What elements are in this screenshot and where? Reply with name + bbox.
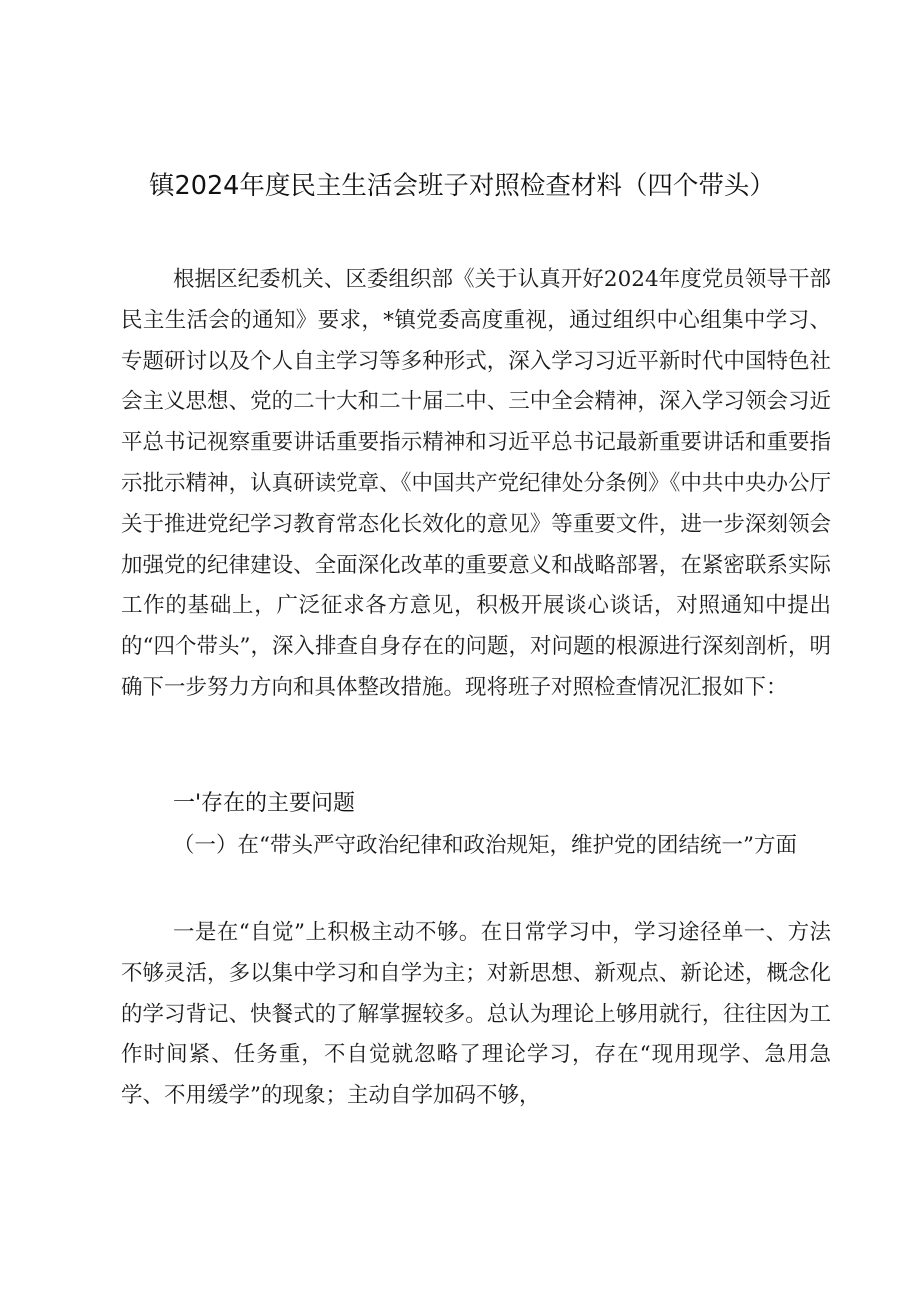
intro-paragraph: 根据区纪委机关、区委组织部《关于认真开好2024年度党员领导干部民主生活会的通知》要求，*镇党委高度重视，通过组织中心组集中学习、专题研讨以及个人自主学习等多种形式，深入学习习近平新时代中国特色社会主义思想、党的二十大和二十届二中、三中全会精神，深入学习领会习近平总书记视察重要讲话重要指示精神和习近平总书记最新重要讲话和重要指示批示精神，认真研读党章、《中国共产党纪律处分条例》《中共中央办公厅关于推进党纪学习教育常态化长效化的意见》等重要文件，进一步深刻领会加强党的纪律建设、全面深化改革的重要意义和战略部署，在紧密联系实际工作的基础上，广泛征求各方意见，积极开展谈心谈话，对照通知中提出的“四个带头”，深入排查自身存在的问题，对问题的根源进行深刻剖析，明确下一步努力方向和具体整改措施。现将班子对照检查情况汇报如下：	[121, 267, 831, 700]
subsection-heading: （一）在“带头严守政治纪律和政治规矩，维护党的团结统一”方面	[173, 833, 797, 858]
body-paragraph: 一是在“自觉”上积极主动不够。在日常学习中，学习途径单一、方法不够灵活，多以集中学习和自学为主；对新思想、新观点、新论述，概念化的学习背记、快餐式的了解掌握较多。总认为理论上够用就行，往往因为工作时间紧、任务重，不自觉就忽略了理论学习，存在“现用现学、急用急学、不用缓学”的现象；主动自学加码不够，	[121, 920, 831, 1109]
section-heading: 一'存在的主要问题	[173, 791, 356, 816]
document-title: 镇2024年度民主生活会班子对照检查材料（四个带头）	[149, 171, 775, 201]
